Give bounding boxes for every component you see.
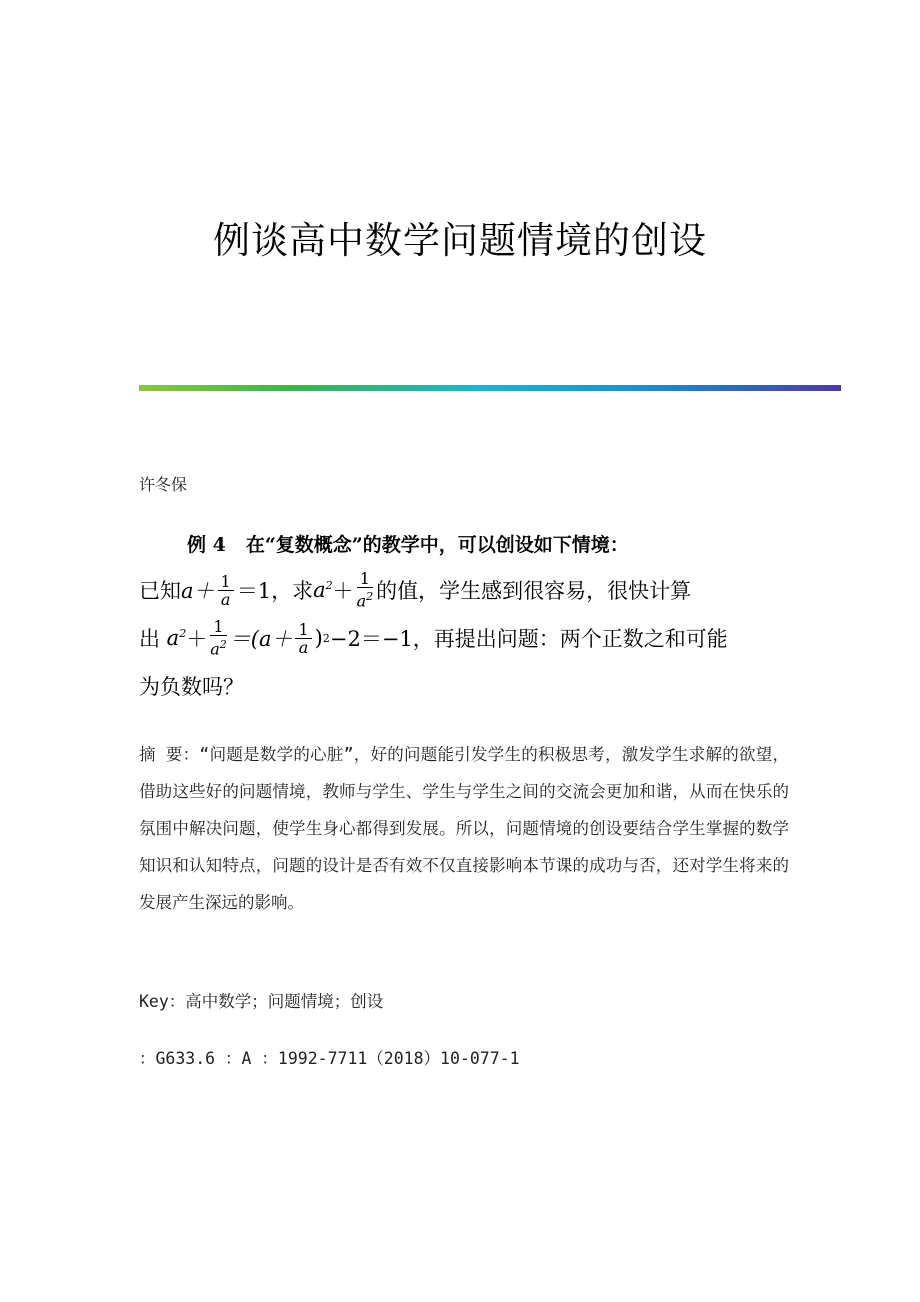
example-label: 例 4 — [187, 533, 226, 556]
example-line-3: 出 $a^2$ ＋ $\frac{1}{a^2}$ ＝(a＋ $\frac{1}{a}$ ) 2 −2＝−1，再提出问题：两个正数之和可能 — [139, 617, 728, 659]
fraction: $\frac{1}{a}$ — [295, 621, 311, 656]
fraction: $\frac{1}{a^2}$ — [356, 569, 374, 611]
classification-code: ：G633.6 ：A ：1992-7711（2018）10-077-1 — [139, 1049, 520, 1068]
fraction: $\frac{1}{a^2}$ — [210, 617, 227, 659]
fraction: $\frac{1}{a}$ — [218, 573, 234, 608]
example-heading — [139, 520, 789, 566]
page-title: 例谈高中数学问题情境的创设 — [213, 219, 707, 262]
example-line-2: 已知 a＋ $\frac{1}{a}$ ＝1，求 $a^2$ ＋ $\frac{1}{a^2}$ 的值，学生感到很容易，很快计算 — [139, 569, 692, 611]
author: 许冬保 — [139, 475, 188, 494]
keywords: Key：高中数学；问题情境；创设 — [139, 992, 384, 1011]
example-intro: 在“复数概念”的教学中，可以创设如下情境： — [245, 533, 629, 556]
example-image — [139, 520, 789, 710]
example-line-4: 为负数吗？ — [139, 675, 244, 699]
title-divider — [139, 385, 841, 391]
abstract: 摘 要：“问题是数学的心脏”，好的问题能引发学生的积极思考，激发学生求解的欲望，借助这些好的问题情境，教师与学生、学生与学生之间的交流会更加和谐，从而在快乐的氛围中解决问题，使学生身心都得到发展。所以，问题情境的创设要结合学生掌握的数学知识和认知特点，问题的设计是否有效不仅直接影响本节课的成功与否，还对学生将来的发展产生深远的影响。 — [139, 745, 789, 912]
